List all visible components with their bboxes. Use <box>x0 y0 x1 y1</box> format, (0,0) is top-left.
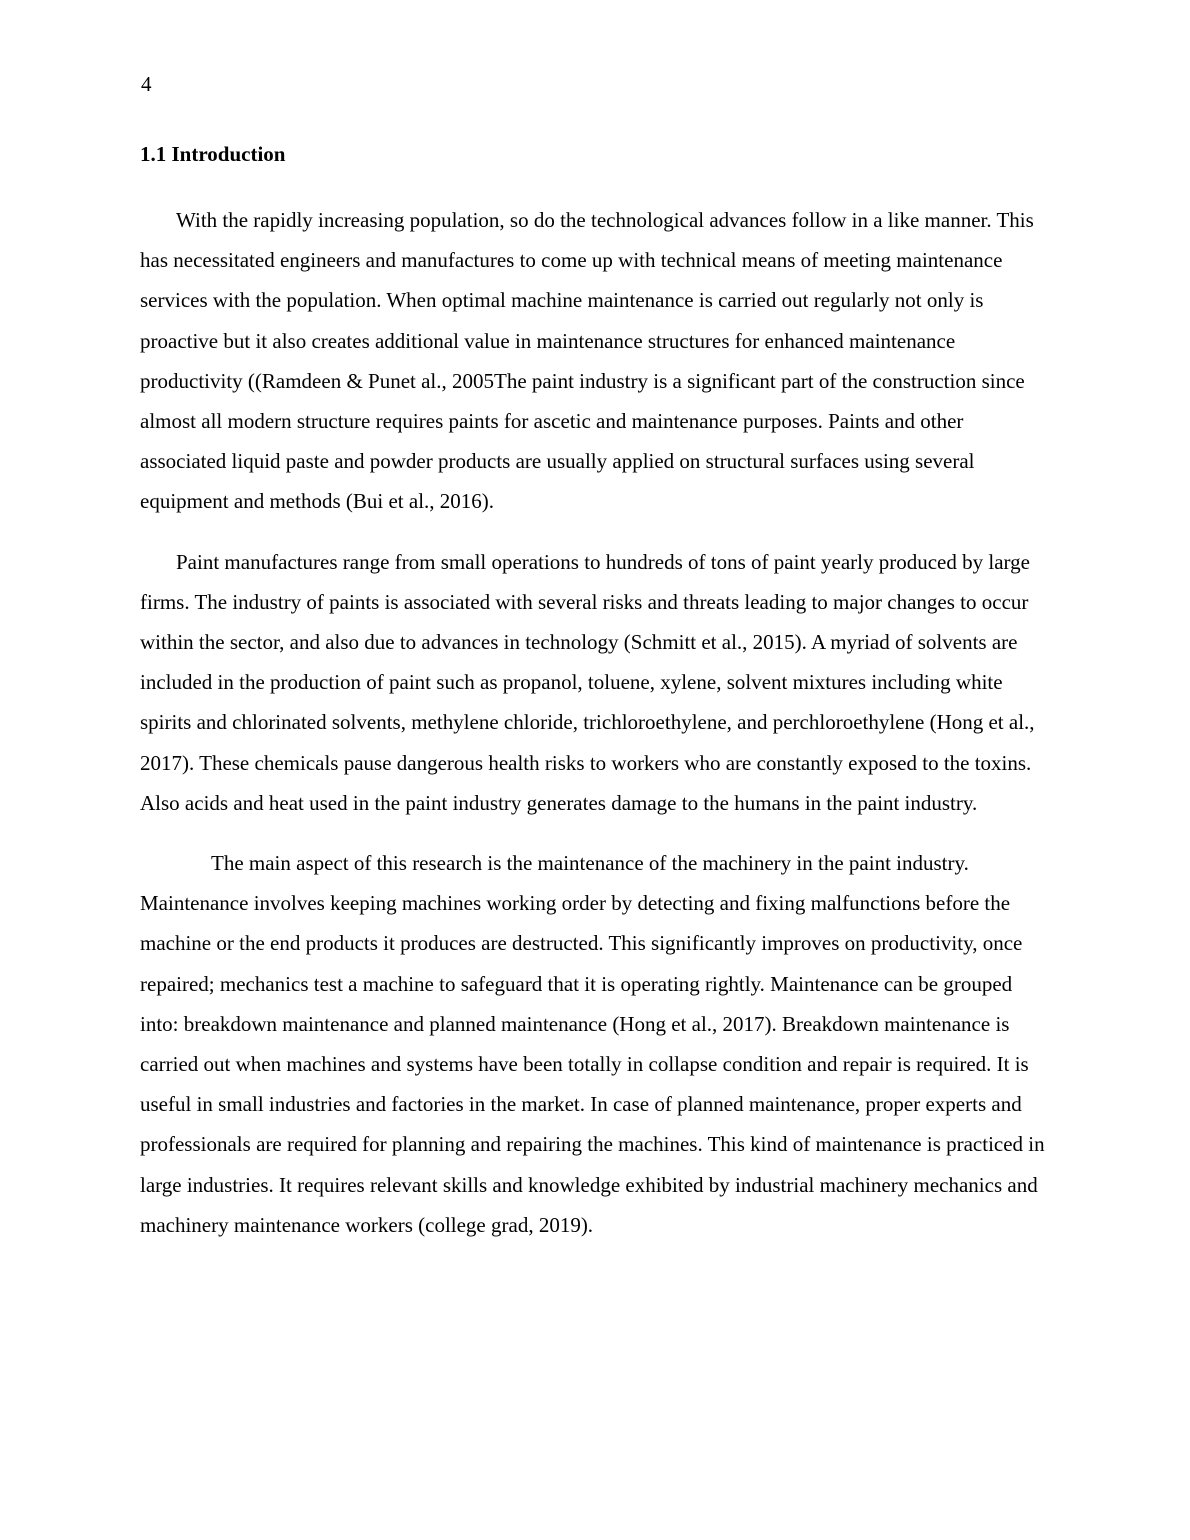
page-number: 4 <box>141 72 152 96</box>
paragraph-3: The main aspect of this research is the maintenance of the machinery in the paint industry. Maintenance involves keeping machines working order by detecting and fixing malfunctions before the machine or the end products it produces are destructed. This significantly improves on productivity, once repaired; mechanics test a machine to safeguard that it is operating rightly. Maintenance can be grouped into: breakdown maintenance and planned maintenance (Hong et al., 2017). Breakdown maintenance is carried out when machines and systems have been totally in collapse condition and repair is required. It is useful in small industries and factories in the market. In case of planned maintenance, proper experts and professionals are required for planning and repairing the machines. This kind of maintenance is practiced in large industries. It requires relevant skills and knowledge exhibited by industrial machinery mechanics and machinery maintenance workers (college grad, 2019). <box>140 851 1045 1237</box>
paragraph-2: Paint manufactures range from small operations to hundreds of tons of paint yearly produced by large firms. The industry of paints is associated with several risks and threats leading to major changes to occur within the sector, and also due to advances in technology (Schmitt et al., 2015). A myriad of solvents are included in the production of paint such as propanol, toluene, xylene, solvent mixtures including white spirits and chlorinated solvents, methylene chloride, trichloroethylene, and perchloroethylene (Hong et al., 2017). These chemicals pause dangerous health risks to workers who are constantly exposed to the toxins. Also acids and heat used in the paint industry generates damage to the humans in the paint industry. <box>140 549 1035 815</box>
document-body <box>140 140 1051 1265</box>
section-heading: 1.1 Introduction <box>140 142 286 166</box>
paragraph-1: With the rapidly increasing population, so do the technological advances follow in a like manner. This has necessitated engineers and manufactures to come up with technical means of meeting maintenance services with the population. When optimal machine maintenance is carried out regularly not only is proactive but it also creates additional value in maintenance structures for enhanced maintenance productivity ((Ramdeen & Punet al., 2005The paint industry is a significant part of the construction since almost all modern structure requires paints for ascetic and maintenance purposes. Paints and other associated liquid paste and powder products are usually applied on structural surfaces using several equipment and methods (Bui et al., 2016). <box>140 208 1034 514</box>
